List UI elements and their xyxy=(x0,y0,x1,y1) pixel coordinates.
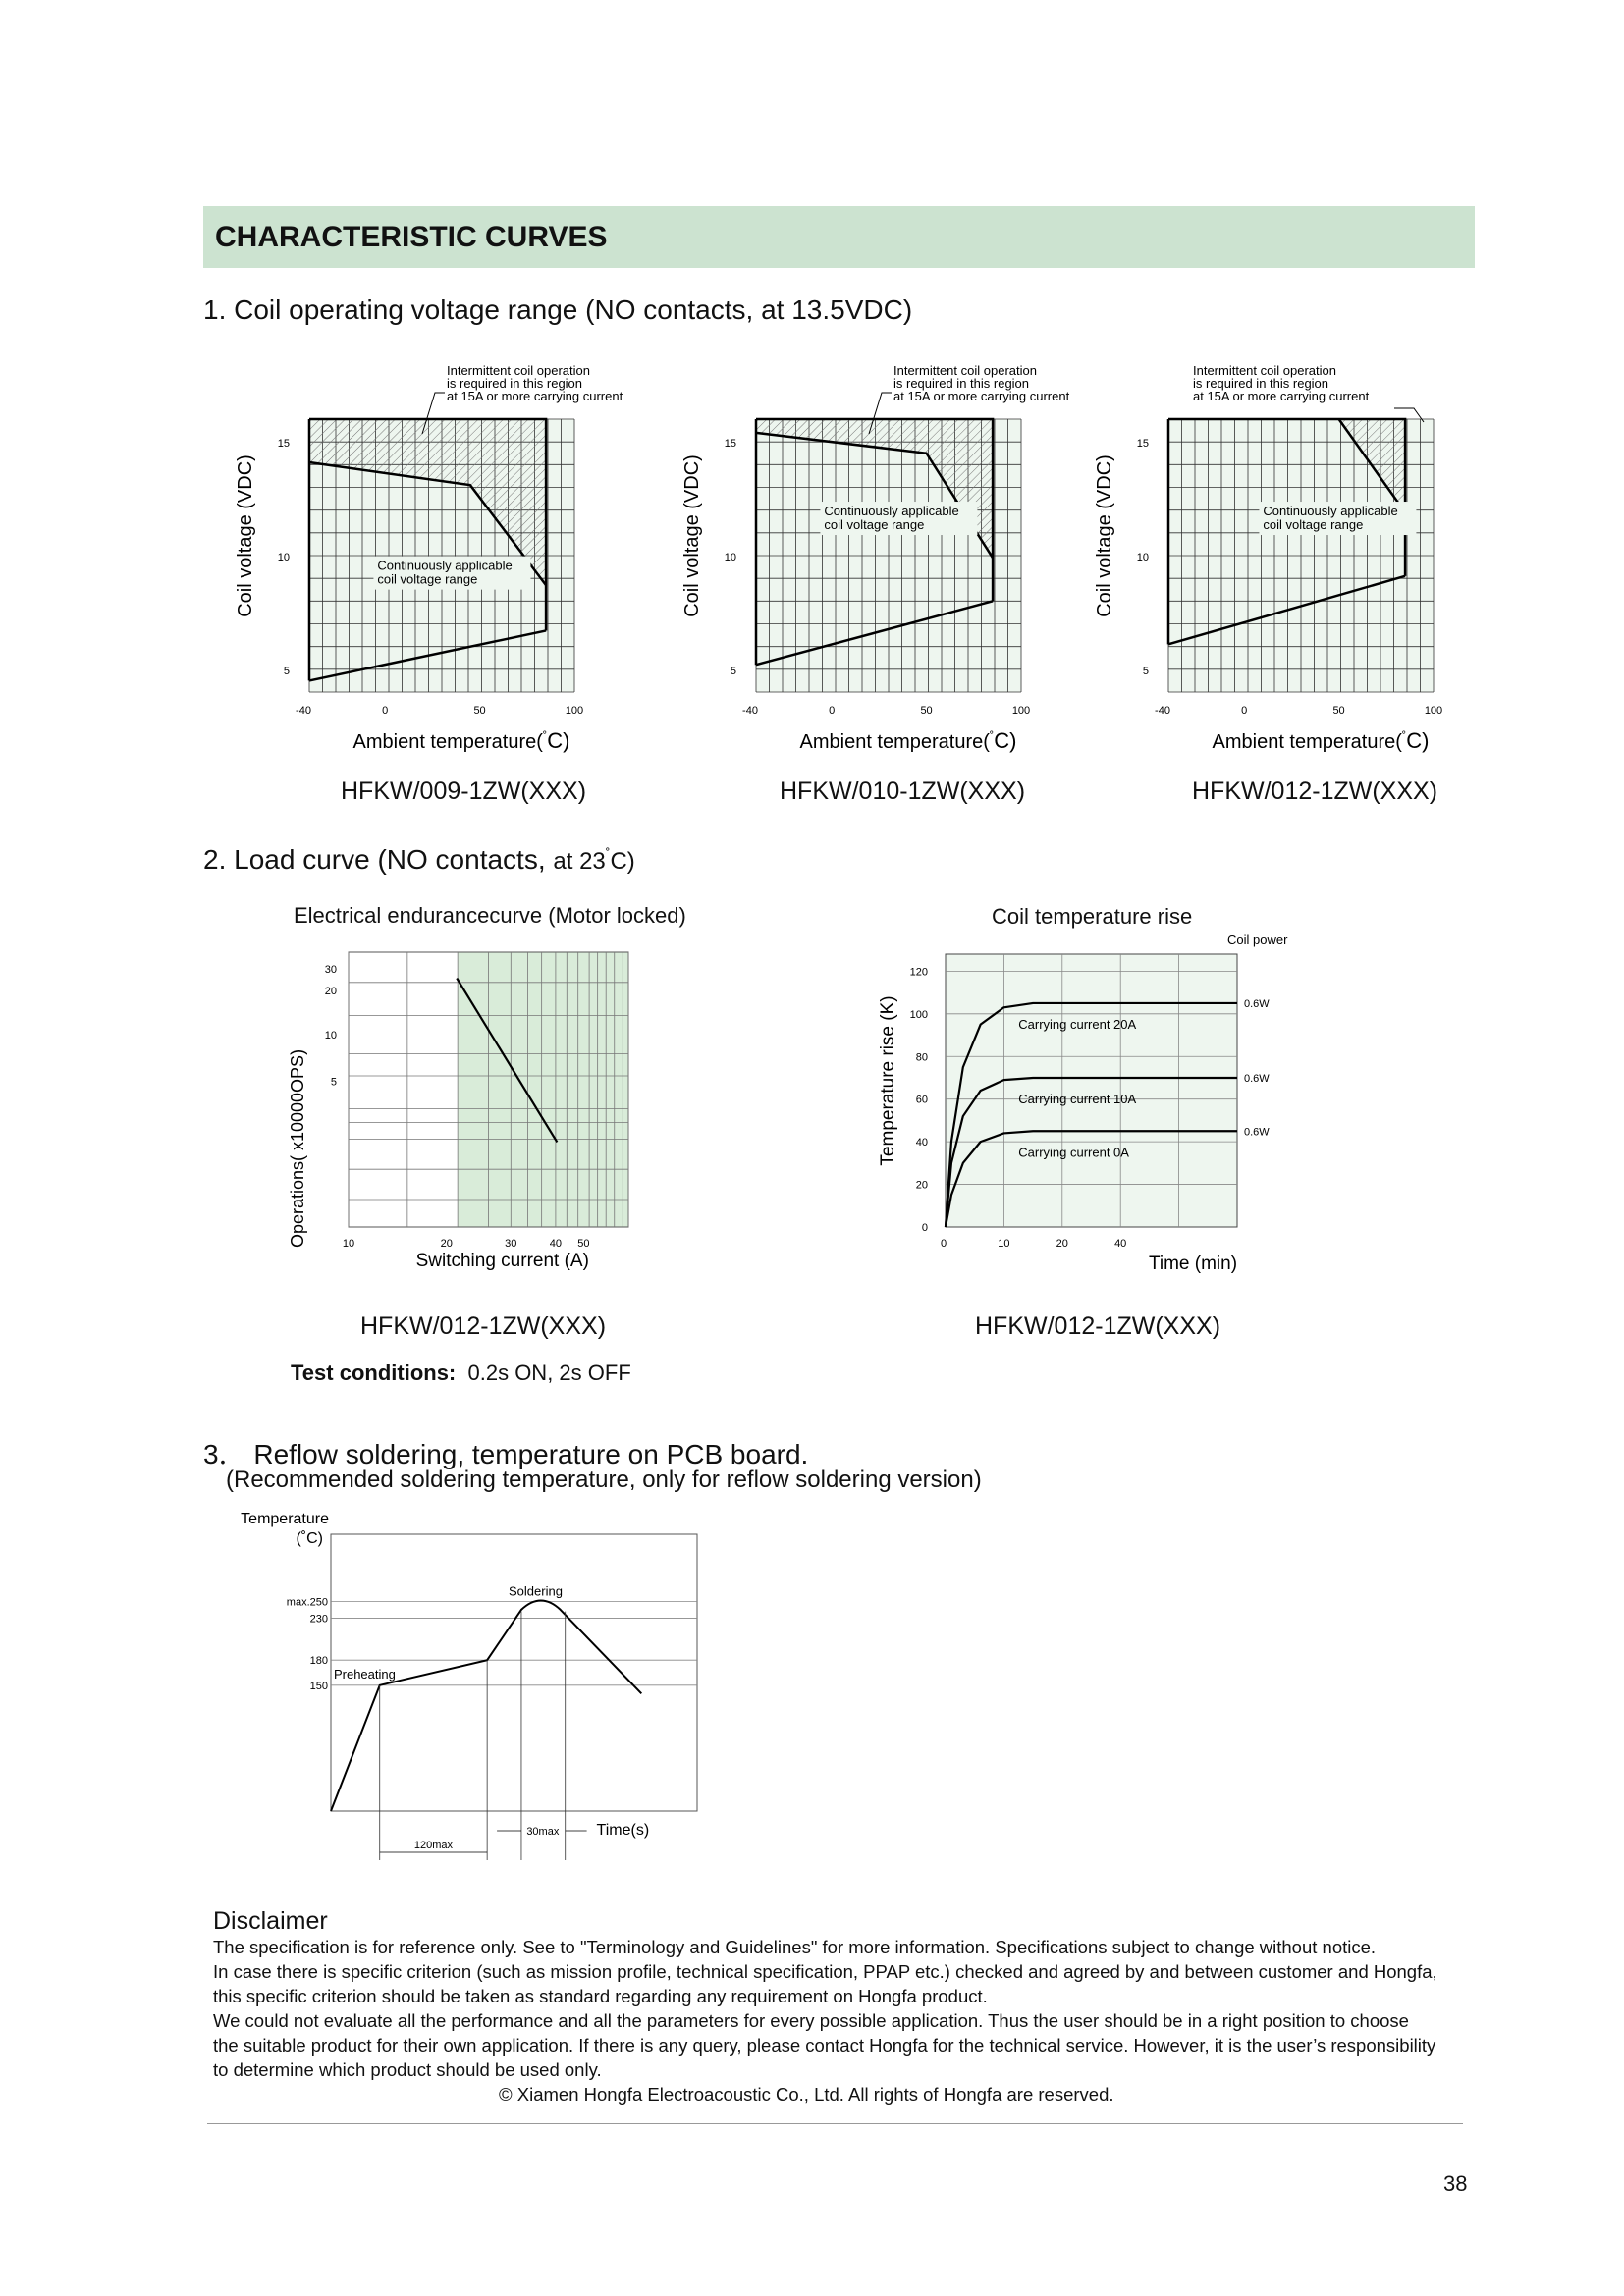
x-tick-label: 50 xyxy=(577,1238,590,1250)
y-tick-label: 180 xyxy=(309,1655,328,1668)
x-axis-label-text: Ambient temperature( xyxy=(799,731,990,753)
y-tick-label: 230 xyxy=(309,1613,328,1626)
y-axis-label: Temperature rise (K) xyxy=(878,995,898,1166)
y-tick-label: 20 xyxy=(324,986,337,998)
disclaimer-line: We could not evaluate all the performance and all the parameters for every possible application. Thus the user should be in a right position to choose xyxy=(213,2010,1409,2031)
test-conditions-value: 0.2s ON, 2s OFF xyxy=(467,1361,631,1385)
disclaimer-title: Disclaimer xyxy=(213,1907,328,1935)
curve-power-label: 0.6W xyxy=(1244,1072,1270,1085)
note-text: Intermittent coil operation xyxy=(893,363,1037,378)
region-label: Continuously applicable xyxy=(824,504,959,519)
region-label: coil voltage range xyxy=(1263,517,1364,533)
region-label: coil voltage range xyxy=(377,571,478,587)
test-conditions xyxy=(291,1361,631,1386)
y-tick-label: 10 xyxy=(324,1030,337,1041)
section2-title: 2. Load curve (NO contacts, at 23˚C) xyxy=(203,844,635,875)
reflow-profile-line xyxy=(331,1601,641,1811)
x-tick-label: 10 xyxy=(342,1238,355,1250)
x-axis-label-text: Ambient temperature( xyxy=(1212,731,1402,753)
disclaimer-line: this specific criterion should be taken as standard regarding any requirement on Hongfa product. xyxy=(213,1986,988,2006)
disclaimer-line: to determine which product should be used only. xyxy=(213,2059,602,2080)
model-label-009: HFKW/009-1ZW(XXX) xyxy=(341,777,587,805)
model-label-coiltemp: HFKW/012-1ZW(XXX) xyxy=(975,1312,1221,1340)
x-tick-label: 0 xyxy=(1241,705,1248,717)
section2-title-unit: C) xyxy=(610,848,635,875)
section3-subtitle: (Recommended soldering temperature, only for reflow soldering version) xyxy=(226,1467,982,1493)
section2-title-main: 2. Load curve (NO contacts, xyxy=(203,844,554,875)
disclaimer-line: In case there is specific criterion (such as mission profile, technical specification, PPAP etc.) checked and agreed by and between customer and Hongfa, xyxy=(213,1961,1437,1982)
y-tick-label: 60 xyxy=(915,1094,928,1106)
x-axis-label: Time(s) xyxy=(596,1822,650,1839)
x-tick-label: 100 xyxy=(565,705,584,717)
section-header-bar xyxy=(203,206,1475,268)
x-tick-label: -40 xyxy=(296,705,311,717)
region-label: Continuously applicable xyxy=(377,558,513,573)
x-tick-label: 100 xyxy=(1011,705,1031,717)
coil-temp-chart-title: Coil temperature rise xyxy=(992,904,1193,929)
y-tick-label: 15 xyxy=(277,438,290,451)
y-tick-label: 15 xyxy=(724,438,736,451)
y-tick-label: 10 xyxy=(724,552,736,563)
curve-label: Carrying current 20A xyxy=(1018,1016,1137,1032)
y-axis-label: Temperature xyxy=(241,1511,329,1527)
soldering-label: Soldering xyxy=(509,1583,563,1599)
dimension-30max: 30max xyxy=(526,1826,560,1838)
y-tick-label: 5 xyxy=(730,665,736,677)
note-text: at 15A or more carrying current xyxy=(1193,389,1370,403)
page-title: CHARACTERISTIC CURVES xyxy=(215,221,608,253)
endurance-chart-title: Electrical endurancecurve (Motor locked) xyxy=(294,903,686,928)
reflow-profile-chart xyxy=(226,1512,776,1885)
x-axis-label-unit: C) xyxy=(994,728,1017,753)
legend-title: Coil power xyxy=(1227,933,1288,947)
x-tick-label: 20 xyxy=(1056,1238,1068,1250)
x-axis-label-unit: C) xyxy=(1406,728,1430,753)
y-axis-label: Coil voltage (VDC) xyxy=(235,454,256,617)
y-tick-label: 10 xyxy=(1136,552,1149,563)
x-tick-label: 20 xyxy=(440,1238,453,1250)
y-tick-label: 150 xyxy=(309,1680,328,1692)
y-tick-label: 5 xyxy=(1142,665,1149,677)
x-tick-label: 0 xyxy=(829,705,836,717)
curve-label: Carrying current 10A xyxy=(1018,1091,1137,1106)
section2-title-tail: at 23 xyxy=(553,848,606,875)
disclaimer-line: The specification is for reference only. See to "Terminology and Guidelines" for more information. Specifications subject to change without notice. xyxy=(213,1937,1377,1957)
curve-power-label: 0.6W xyxy=(1244,997,1270,1010)
note-text: is required in this region xyxy=(447,376,583,391)
endurance-chart xyxy=(280,937,673,1291)
x-tick-label: 40 xyxy=(1114,1238,1127,1250)
x-tick-label: -40 xyxy=(1155,705,1170,717)
x-axis-label: Time (min) xyxy=(1148,1254,1238,1274)
curve-power-label: 0.6W xyxy=(1244,1126,1270,1139)
footer-divider xyxy=(207,2123,1463,2124)
copyright: © Xiamen Hongfa Electroacoustic Co., Ltd. All rights of Hongfa are reserved. xyxy=(499,2084,1114,2105)
x-axis-label xyxy=(800,728,1017,753)
model-label-012: HFKW/012-1ZW(XXX) xyxy=(1192,777,1438,805)
x-tick-label: 0 xyxy=(940,1238,947,1250)
y-tick-label: 20 xyxy=(915,1179,928,1192)
degree-symbol: ˚ xyxy=(1401,729,1407,744)
y-tick-label: 80 xyxy=(915,1051,928,1064)
coil-voltage-chart-010 xyxy=(673,363,1085,756)
x-axis-label xyxy=(1213,728,1430,753)
section1-title: 1. Coil operating voltage range (NO contacts, at 13.5VDC) xyxy=(203,294,913,325)
model-label-endurance: HFKW/012-1ZW(XXX) xyxy=(360,1312,607,1340)
x-tick-label: 30 xyxy=(505,1238,517,1250)
note-text: at 15A or more carrying current xyxy=(893,389,1070,403)
x-tick-label: -40 xyxy=(742,705,758,717)
y-axis-label: Coil voltage (VDC) xyxy=(1094,454,1115,617)
y-tick-label: 5 xyxy=(330,1076,337,1089)
y-tick-label: max.250 xyxy=(286,1596,328,1609)
x-tick-label: 100 xyxy=(1424,705,1443,717)
y-tick-label: 10 xyxy=(277,552,290,563)
y-tick-label: 5 xyxy=(283,665,290,677)
disclaimer-line: the suitable product for their own application. If there is any query, please contact Hongfa for the technical service. However, it is the user’s responsibility xyxy=(213,2035,1436,2056)
coil-voltage-chart-009 xyxy=(226,363,623,756)
page-number: 38 xyxy=(1443,2171,1468,2196)
x-axis-label: Switching current (A) xyxy=(415,1251,589,1271)
x-tick-label: 40 xyxy=(549,1238,563,1250)
coil-voltage-chart-012 xyxy=(1085,363,1497,756)
region-label: Continuously applicable xyxy=(1263,504,1398,519)
y-tick-label: 100 xyxy=(909,1008,928,1021)
y-axis-label: Coil voltage (VDC) xyxy=(681,454,703,617)
y-tick-label: 15 xyxy=(1136,438,1149,451)
model-label-010: HFKW/010-1ZW(XXX) xyxy=(780,777,1026,805)
x-tick-label: 50 xyxy=(920,705,933,717)
x-axis-label-text: Ambient temperature( xyxy=(352,731,543,753)
x-axis-label xyxy=(353,728,570,753)
note-text: Intermittent coil operation xyxy=(1193,363,1336,378)
x-tick-label: 0 xyxy=(382,705,389,717)
region-label: coil voltage range xyxy=(824,517,925,533)
note-text: at 15A or more carrying current xyxy=(447,389,623,403)
y-tick-label: 0 xyxy=(921,1222,928,1234)
x-tick-label: 50 xyxy=(473,705,486,717)
coil-temp-rise-chart xyxy=(869,928,1291,1291)
note-text: Intermittent coil operation xyxy=(447,363,590,378)
curve-label: Carrying current 0A xyxy=(1018,1145,1129,1160)
y-tick-label: 120 xyxy=(909,966,928,979)
x-tick-label: 50 xyxy=(1332,705,1345,717)
x-axis-label-unit: C) xyxy=(547,728,570,753)
note-text: is required in this region xyxy=(893,376,1030,391)
test-conditions-label: Test conditions: xyxy=(291,1361,457,1385)
tint-region xyxy=(458,952,628,1227)
y-tick-label: 40 xyxy=(915,1137,928,1149)
y-axis-label: Operations( x10000OPS) xyxy=(288,1048,307,1249)
degree-symbol: ˚ xyxy=(989,729,995,744)
degree-symbol: ˚ xyxy=(542,729,548,744)
section3-title: 3． Reflow soldering, temperature on PCB board. xyxy=(203,1439,809,1469)
note-text: is required in this region xyxy=(1193,376,1329,391)
dimension-120max: 120max xyxy=(413,1840,454,1851)
y-axis-unit: (˚C) xyxy=(296,1530,323,1547)
y-tick-label: 30 xyxy=(324,963,337,976)
x-tick-label: 10 xyxy=(998,1238,1010,1250)
preheating-label: Preheating xyxy=(333,1666,396,1682)
